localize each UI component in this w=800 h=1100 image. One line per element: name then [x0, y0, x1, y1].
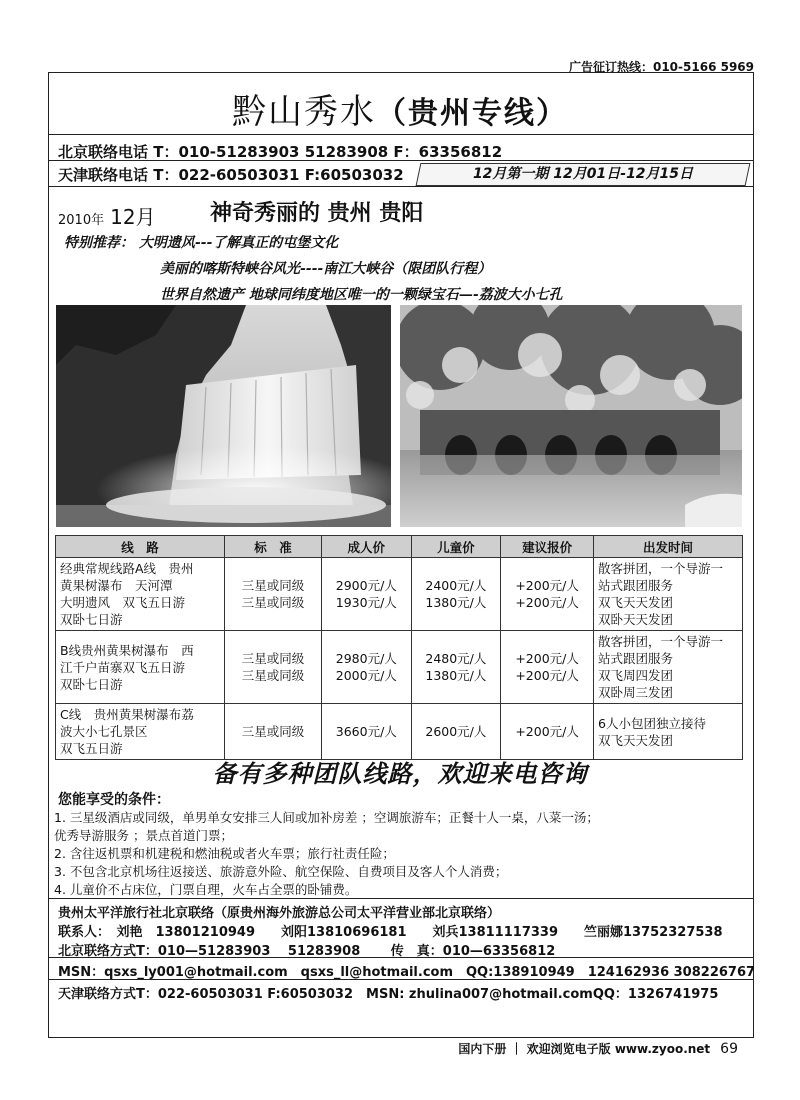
agency-beijing: 北京联络方式T：010—51283903 51283908 传 真：010—63356812 — [58, 944, 556, 959]
condition-item: 4. 儿童价不占床位，门票自理，火车占全票的卧铺费。 — [54, 882, 358, 897]
divider — [48, 134, 754, 135]
divider — [48, 957, 754, 958]
adult-price-cell: 3660元/人 — [322, 704, 412, 760]
divider — [48, 186, 754, 187]
col-header-standard: 标 准 — [225, 536, 322, 558]
agency-contacts: 联系人： 刘艳 13801210949 刘阳13810696181 刘兵13811117339 竺丽娜13752327538 — [58, 925, 723, 940]
suggest-price-cell: +200元/人 +200元/人 — [501, 631, 594, 704]
condition-item: 2. 含往返机票和机建税和燃油税或者火车票；旅行社责任险； — [54, 846, 395, 861]
route-cell: B线贵州黄果树瀑布 西 江千户苗寨双飞五日游 双卧七日游 — [56, 631, 225, 704]
col-header-child: 儿童价 — [411, 536, 501, 558]
footer-text: 国内下册 ｜ 欢迎浏览电子版 www.zyoo.net — [458, 1042, 711, 1056]
feature-line-1 — [64, 232, 338, 252]
waterfall-photo — [56, 305, 391, 527]
suggest-price-cell: +200元/人 +200元/人 — [501, 558, 594, 631]
issue-banner — [416, 163, 751, 186]
adult-price-cell: 2980元/人 2000元/人 — [322, 631, 412, 704]
col-header-route: 线 路 — [56, 536, 225, 558]
stone-bridge-photo — [400, 305, 742, 527]
depart-cell: 散客拼团，一个导游一 站式跟团服务 双飞天天发团 双卧天天发团 — [594, 558, 743, 631]
standard-cell: 三星或同级 三星或同级 — [225, 631, 322, 704]
depart-cell: 散客拼团，一个导游一 站式跟团服务 双飞周四发团 双卧周三发团 — [594, 631, 743, 704]
table-row — [56, 704, 743, 760]
depart-cell: 6人小包团独立接待 双飞天天发团 — [594, 704, 743, 760]
issue-text: 12月第一期 12月01日-12月15日 — [472, 166, 694, 182]
feature-label: 特别推荐： — [64, 235, 134, 251]
child-price-cell: 2400元/人 1380元/人 — [411, 558, 501, 631]
agency-name: 贵州太平洋旅行社北京联络（原贵州海外旅游总公司太平洋营业部北京联络） — [58, 906, 501, 921]
agency-msn: MSN：qsxs_ly001@hotmail.com qsxs_ll@hotmail.com QQ:138910949 124162936 308226767 — [58, 965, 756, 980]
route-price-table — [55, 535, 743, 760]
slogan: 备有多种团队线路，欢迎来电咨询 — [212, 759, 588, 788]
headline: 神奇秀丽的 贵州 贵阳 — [210, 201, 424, 226]
divider — [48, 160, 754, 161]
route-cell: 经典常规线路A线 贵州 黄果树瀑布 天河潭 大明遗风 双飞五日游 双卧七日游 — [56, 558, 225, 631]
route-cell: C线 贵州黄果树瀑布荔 波大小七孔景区 双飞五日游 — [56, 704, 225, 760]
title-main: 黔山秀水 — [232, 92, 376, 132]
divider — [48, 898, 754, 899]
feature-line-2: 美丽的喀斯特峡谷风光----南江大峡谷（限团队行程） — [160, 261, 492, 277]
col-header-adult: 成人价 — [322, 536, 412, 558]
beijing-phone: 北京联络电话 T：010-51283903 51283908 F：63356812 — [58, 143, 503, 161]
child-price-cell: 2600元/人 — [411, 704, 501, 760]
header-year: 2010年 — [58, 213, 105, 228]
standard-cell: 三星或同级 三星或同级 — [225, 558, 322, 631]
header-month: 12月 — [110, 205, 156, 229]
page-footer — [458, 1040, 738, 1057]
ad-hotline: 广告征订热线：010-5166 5969 — [568, 60, 754, 74]
table-header-row — [56, 536, 743, 558]
col-header-suggest: 建议报价 — [501, 536, 594, 558]
child-price-cell: 2480元/人 1380元/人 — [411, 631, 501, 704]
feature-text-1: 大明遗风---了解真正的屯堡文化 — [138, 235, 339, 251]
adult-price-cell: 2900元/人 1930元/人 — [322, 558, 412, 631]
conditions-title: 您能享受的条件： — [58, 792, 170, 808]
page-number: 69 — [720, 1041, 738, 1057]
feature-line-3: 世界自然遗产 地球同纬度地区唯一的一颗绿宝石—-荔波大小七孔 — [160, 287, 563, 303]
condition-item: 3. 不包含北京机场往返接送、旅游意外险、航空保险、自费项目及客人个人消费； — [54, 864, 508, 879]
condition-item: 优秀导游服务 ；景点首道门票； — [54, 828, 233, 843]
agency-tianjin: 天津联络方式T：022-60503031 F:60503032 MSN: zhulina007@hotmail.comQQ：1326741975 — [58, 987, 719, 1002]
condition-item: 1. 三星级酒店或同级，单男单女安排三人间或加补房差 ；空调旅游车；正餐十人一桌，八菜一汤； — [54, 810, 599, 825]
table-row — [56, 631, 743, 704]
standard-cell: 三星或同级 — [225, 704, 322, 760]
col-header-depart: 出发时间 — [594, 536, 743, 558]
page-title — [140, 84, 660, 133]
title-sub: （贵州专线） — [376, 96, 568, 131]
suggest-price-cell: +200元/人 — [501, 704, 594, 760]
divider — [48, 979, 754, 980]
tianjin-phone: 天津联络电话 T：022-60503031 F:60503032 — [58, 166, 404, 184]
header-date — [58, 201, 156, 230]
table-row — [56, 558, 743, 631]
